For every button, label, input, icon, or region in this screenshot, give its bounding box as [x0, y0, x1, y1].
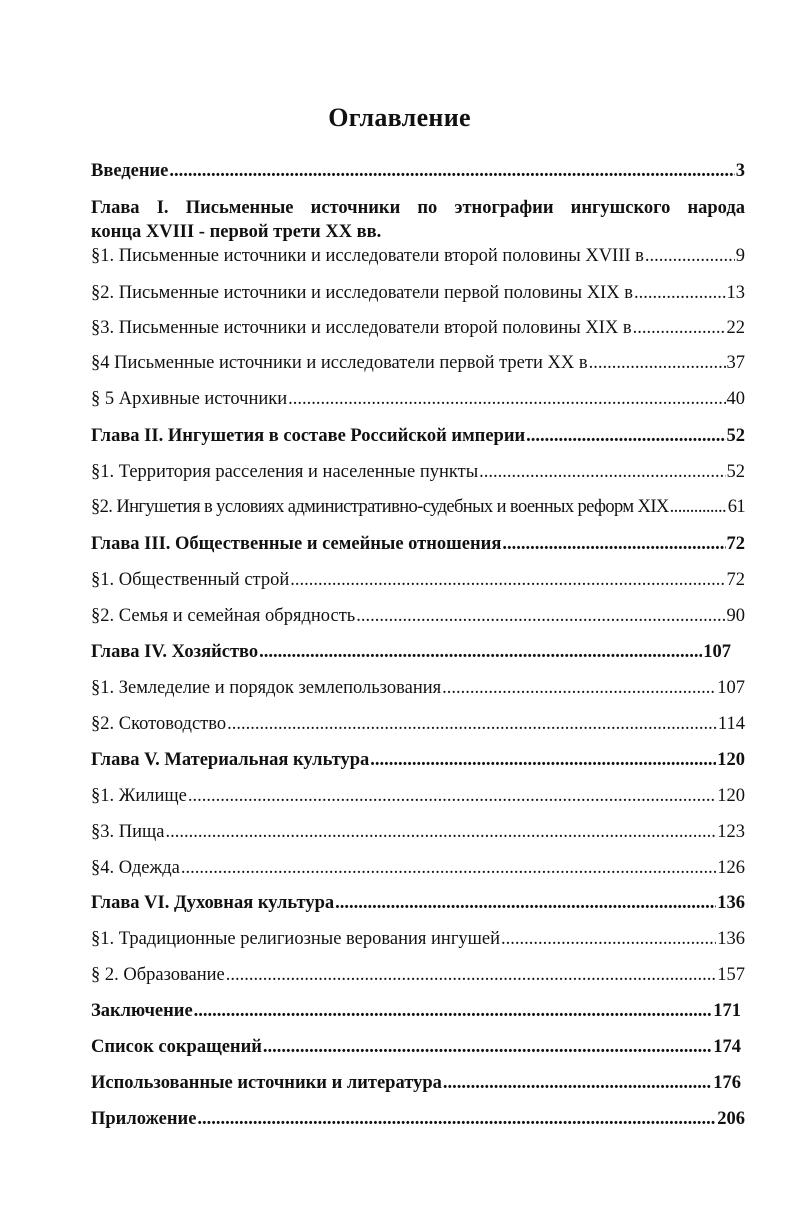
- toc-entry-page: 37: [726, 353, 745, 373]
- toc-section-4-2[interactable]: [91, 711, 745, 737]
- toc-entry-page: 174: [713, 1037, 741, 1057]
- toc-entry-label: Список сокращений: [91, 1037, 262, 1057]
- toc-entry-label: §1. Жилище: [91, 786, 187, 806]
- toc-entry-appendix[interactable]: [91, 1106, 745, 1132]
- toc-chapter-2[interactable]: [91, 423, 745, 449]
- toc-entry-label: Глава III. Общественные и семейные отношения: [91, 534, 502, 554]
- dot-leader: [197, 1106, 716, 1132]
- toc-entry-label: §1. Письменные источники и исследователи второй половины XVIII в: [91, 246, 644, 266]
- toc-entry-page: 206: [717, 1109, 745, 1129]
- toc-entry-label: Использованные источники и литература: [91, 1073, 442, 1093]
- toc-chapter-4[interactable]: [91, 639, 731, 665]
- dot-leader: [263, 1034, 712, 1060]
- toc-entry-page: 40: [726, 389, 745, 409]
- dot-leader: [443, 1070, 712, 1096]
- toc-entry-label: §2. Ингушетия в условиях административно-судебных и военных реформ XIX: [91, 497, 669, 517]
- page-title: Оглавление: [328, 103, 471, 132]
- toc-section-6-1[interactable]: [91, 926, 745, 952]
- toc-entry-label: § 2. Образование: [91, 965, 225, 985]
- toc-entry-label: §3. Пища: [91, 822, 165, 842]
- toc-entry-label: §2. Скотоводство: [91, 714, 227, 734]
- dot-leader: [502, 531, 725, 557]
- dot-leader: [356, 603, 725, 629]
- toc-section-1-5[interactable]: [91, 386, 745, 412]
- toc-entry-label: Глава V. Материальная культура: [91, 750, 370, 770]
- dot-leader: [169, 158, 734, 184]
- dot-leader: [479, 459, 725, 485]
- toc-entry-page: 52: [726, 462, 745, 482]
- dot-leader: [589, 350, 726, 376]
- toc-section-4-1[interactable]: [91, 675, 745, 701]
- toc-entry-page: 72: [726, 570, 745, 590]
- toc-entry-label: Заключение: [91, 1001, 193, 1021]
- dot-leader: [290, 567, 725, 593]
- toc-entry-page: 107: [703, 642, 731, 662]
- toc-entry-page: 126: [717, 858, 745, 878]
- dot-leader: [526, 423, 725, 449]
- dot-leader: [165, 819, 716, 845]
- toc-section-1-4[interactable]: [91, 350, 745, 376]
- toc-section-3-1[interactable]: [91, 567, 745, 593]
- toc-entry-conclusion[interactable]: [91, 998, 741, 1024]
- toc-entry-label: §1. Общественный строй: [91, 570, 290, 590]
- toc-entry-page: 136: [717, 929, 745, 949]
- toc-entry-label: §2. Семья и семейная обрядность: [91, 606, 356, 626]
- dot-leader: [259, 639, 702, 665]
- dot-leader: [370, 747, 716, 773]
- toc-chapter-6[interactable]: [91, 890, 745, 916]
- toc-entry-label: §3. Письменные источники и исследователи второй половины XIX в: [91, 318, 632, 338]
- toc-entry-page: 90: [726, 606, 745, 626]
- chapter-heading-line-1: Глава I. Письменные источники по этнографии ингушского народа: [91, 198, 745, 218]
- dot-leader: [645, 243, 735, 269]
- dot-leader: [442, 675, 716, 701]
- toc-entry-page: 61: [727, 497, 745, 517]
- toc-section-5-3[interactable]: [91, 819, 745, 845]
- toc-entry-abbreviations[interactable]: [91, 1034, 741, 1060]
- toc-entry-page: 120: [717, 750, 745, 770]
- dot-leader: [181, 855, 716, 881]
- toc-entry-label: § 5 Архивные источники: [91, 389, 288, 409]
- toc-entry-sources[interactable]: [91, 1070, 741, 1096]
- toc-entry-introduction[interactable]: [91, 158, 745, 184]
- dot-leader: [226, 962, 716, 988]
- toc-entry-page: 114: [717, 714, 745, 734]
- toc-entry-label: Приложение: [91, 1109, 197, 1129]
- toc-entry-page: 120: [717, 786, 745, 806]
- toc-section-1-2[interactable]: [91, 280, 745, 306]
- toc-section-2-2[interactable]: [91, 494, 745, 520]
- toc-entry-label: Глава IV. Хозяйство: [91, 642, 259, 662]
- toc-entry-page: 52: [726, 426, 745, 446]
- toc-chapter-1-heading[interactable]: [91, 196, 745, 244]
- toc-entry-label: §1. Земледелие и порядок землепользования: [91, 678, 442, 698]
- toc-entry-label: §4 Письменные источники и исследователи первой трети XX в: [91, 353, 588, 373]
- toc-entry-label: Введение: [91, 161, 169, 181]
- toc-entry-label: §2. Письменные источники и исследователи первой половины XIX в: [91, 283, 633, 303]
- toc-entry-page: 3: [735, 161, 745, 181]
- toc-entry-page: 107: [717, 678, 745, 698]
- toc-section-2-1[interactable]: [91, 459, 745, 485]
- toc-entry-label: Глава VI. Духовная культура: [91, 893, 335, 913]
- chapter-heading-line-2: конца XVIII - первой трети XX вв.: [91, 222, 382, 242]
- toc-entry-label: §4. Одежда: [91, 858, 180, 878]
- toc-section-3-2[interactable]: [91, 603, 745, 629]
- toc-section-6-2[interactable]: [91, 962, 745, 988]
- toc-entry-label: §1. Традиционные религиозные верования ингушей: [91, 929, 501, 949]
- dot-leader: [633, 315, 726, 341]
- dot-leader: [288, 386, 725, 412]
- dot-leader: [501, 926, 716, 952]
- toc-entry-page: 157: [717, 965, 745, 985]
- dot-leader: [335, 890, 716, 916]
- toc-section-1-3[interactable]: [91, 315, 745, 341]
- toc-entry-page: 22: [726, 318, 745, 338]
- toc-section-5-4[interactable]: [91, 855, 745, 881]
- toc-entry-page: 13: [726, 283, 745, 303]
- toc-chapter-3[interactable]: [91, 531, 745, 557]
- toc-entry-label: §1. Территория расселения и населенные пункты: [91, 462, 479, 482]
- dot-leader: [227, 711, 717, 737]
- toc-entry-label: Глава II. Ингушетия в составе Российской империи: [91, 426, 526, 446]
- toc-chapter-5[interactable]: [91, 747, 745, 773]
- dot-leader: [188, 783, 716, 809]
- dot-leader: [194, 998, 713, 1024]
- toc-entry-page: 136: [717, 893, 745, 913]
- dot-leader: [634, 280, 726, 306]
- toc-section-5-1[interactable]: [91, 783, 745, 809]
- toc-entry-page: 9: [735, 246, 745, 266]
- toc-entry-page: 72: [726, 534, 745, 554]
- toc-section-1-1[interactable]: [91, 243, 745, 269]
- dot-leader: [670, 494, 727, 520]
- toc-entry-page: 123: [717, 822, 745, 842]
- toc-entry-page: 171: [713, 1001, 741, 1021]
- toc-entry-page: 176: [713, 1073, 741, 1093]
